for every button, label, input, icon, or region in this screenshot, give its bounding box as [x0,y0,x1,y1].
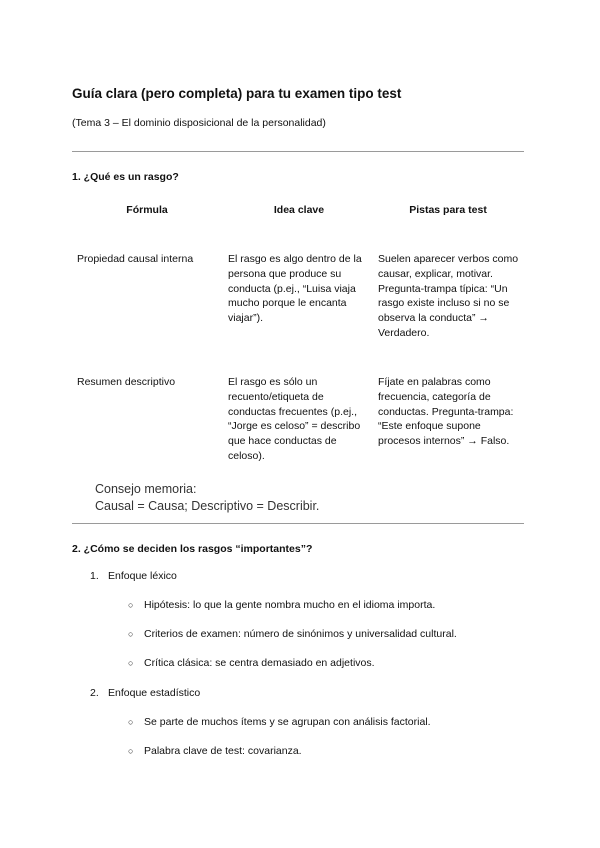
bullet-icon: ○ [128,600,134,610]
horizontal-rule [72,151,524,152]
sub-list-item-text: Palabra clave de test: covarianza. [144,745,302,757]
table-cell-idea: El rasgo es algo dentro de la persona que produce su conducta (p.ej., “Luisa viaja mucho porque le encanta viajar”). [228,253,362,325]
sub-list-item-text: Hipótesis: lo que la gente nombra mucho en el idioma importa. [144,599,436,611]
column-header-pistas: Pistas para test [409,204,487,216]
sub-list-item [128,599,435,611]
sub-list-item-text: Se parte de muchos ítems y se agrupan con análisis factorial. [144,716,431,728]
list-item [90,570,177,582]
document-subtitle: (Tema 3 – El dominio disposicional de la personalidad) [72,117,326,129]
sub-list-item-text: Criterios de examen: número de sinónimos y universalidad cultural. [144,628,457,640]
column-header-idea: Idea clave [273,204,325,216]
list-item [90,687,200,699]
list-number: 1. [90,570,99,582]
sub-list-item [128,716,431,728]
sub-list-item [128,657,375,669]
memory-tip-text: Causal = Causa; Descriptivo = Describir. [95,499,320,513]
bullet-icon: ○ [128,717,134,727]
memory-tip [95,481,319,515]
column-header-formula: Fórmula [126,204,168,216]
section-2-heading: 2. ¿Cómo se deciden los rasgos “importantes”? [72,543,313,555]
sub-list-item [128,628,457,640]
horizontal-rule [72,523,524,524]
list-item-label: Enfoque estadístico [108,687,201,699]
document-title: Guía clara (pero completa) para tu examen tipo test [72,86,402,101]
table-cell-pistas: Suelen aparecer verbos como causar, explicar, motivar. Pregunta-trampa típica: “Un rasgo existe incluso si no se observa la conducta” → Verdadero. [378,253,519,339]
list-number: 2. [90,687,99,699]
sub-list-item [128,745,302,757]
table-cell-idea: El rasgo es sólo un recuento/etiqueta de conductas frecuentes (p.ej., “Jorge es celoso” = describo que hace conductas de celoso). [228,376,361,462]
list-item-label: Enfoque léxico [108,570,177,582]
memory-tip-title: Consejo memoria: [95,482,197,496]
section-1-heading: 1. ¿Qué es un rasgo? [72,171,179,183]
bullet-icon: ○ [128,629,134,639]
bullet-icon: ○ [128,658,134,668]
table-cell-formula: Propiedad causal interna [77,253,194,265]
table-cell-formula: Resumen descriptivo [77,376,176,388]
sub-list-item-text: Crítica clásica: se centra demasiado en adjetivos. [144,657,375,669]
bullet-icon: ○ [128,746,134,756]
table-cell-pistas: Fíjate en palabras como frecuencia, categoría de conductas. Pregunta-trampa: “Este enfoque supone procesos internos” → Falso. [378,376,514,448]
